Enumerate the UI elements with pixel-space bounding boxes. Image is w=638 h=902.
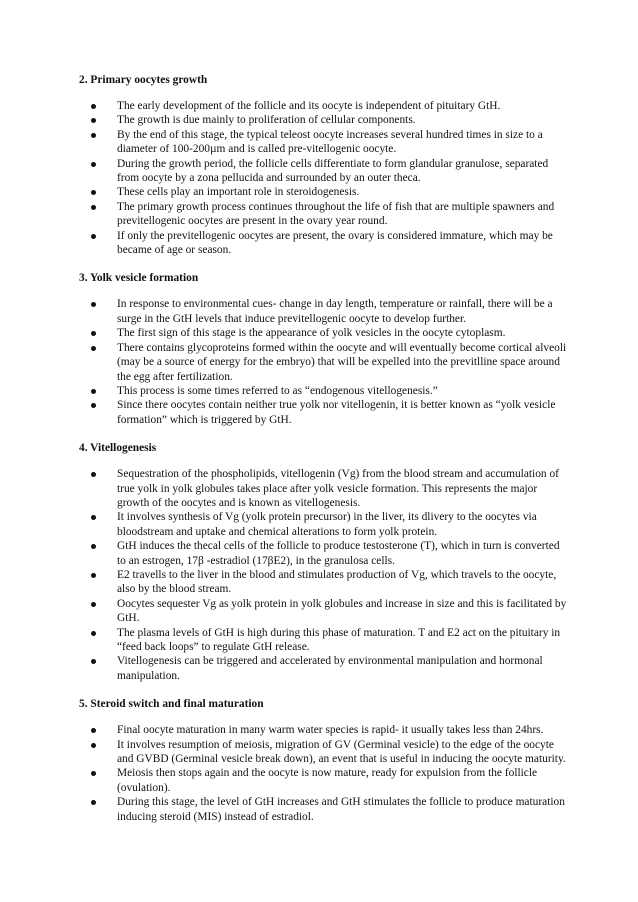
list-item — [79, 99, 569, 113]
list-item-text: Since there oocytes contain neither true yolk nor vitellogenin, it is better known as “yolk vesicle formation” which is triggered by GtH. — [117, 399, 556, 426]
bullet-icon — [91, 389, 96, 394]
bullet-icon — [91, 302, 96, 307]
section-primary-oocytes-growth — [79, 73, 569, 257]
list-item-text: During this stage, the level of GtH increases and GtH stimulates the follicle to produce maturation inducing steroid (MIS) instead of estradiol. — [117, 796, 565, 823]
list-item-text: The growth is due mainly to proliferation of cellular components. — [117, 114, 416, 127]
list-item-text: GtH induces the thecal cells of the follicle to produce testosterone (T), which in turn is converted to an estrogen, 17β -estradiol (17βE2), in the granulosa cells. — [117, 540, 560, 567]
list-item — [79, 766, 569, 795]
bullet-list — [79, 99, 569, 257]
list-item-text: It involves resumption of meiosis, migration of GV (Germinal vesicle) to the edge of the oocyte and GVBD (Germinal vesicle break down), an event that is useful in inducing the oocyte maturity. — [117, 738, 566, 766]
bullet-icon — [91, 659, 96, 664]
bullet-icon — [91, 234, 96, 239]
bullet-list — [79, 467, 569, 683]
bullet-icon — [91, 162, 96, 167]
list-item-text: The plasma levels of GtH is high during this phase of maturation. T and E2 act on the pituitary in “feed back loops” to regulate GtH release. — [117, 626, 561, 653]
document-content — [79, 73, 569, 838]
bullet-icon — [91, 573, 96, 578]
list-item — [79, 384, 569, 398]
section-heading: 4. Vitellogenesis — [79, 442, 157, 455]
list-item — [79, 467, 569, 510]
section-steroid-switch-final-maturation — [79, 697, 569, 824]
list-item-text: By the end of this stage, the typical teleost oocyte increases several hundred times in size to a diameter of 100-200µm and is called pre-vitellogenic oocyte. — [117, 128, 543, 156]
bullet-icon — [91, 800, 96, 805]
list-item — [79, 200, 569, 229]
list-item-text: If only the previtellogenic oocytes are present, the ovary is considered immature, which may be became of age or season. — [117, 229, 553, 257]
bullet-icon — [91, 403, 96, 408]
list-item — [79, 113, 569, 127]
bullet-icon — [91, 190, 96, 195]
bullet-icon — [91, 515, 96, 520]
list-item — [79, 157, 569, 186]
list-item — [79, 398, 569, 427]
list-item — [79, 626, 569, 655]
section-yolk-vesicle-formation — [79, 271, 569, 427]
section-vitellogenesis — [79, 441, 569, 683]
bullet-icon — [91, 771, 96, 776]
bullet-icon — [91, 544, 96, 549]
bullet-icon — [91, 346, 96, 351]
list-item-text: E2 travells to the liver in the blood and stimulates production of Vg, which travels to the oocyte, also by the blood stream. — [117, 568, 557, 596]
bullet-icon — [91, 133, 96, 138]
list-item — [79, 654, 569, 683]
bullet-icon — [91, 743, 96, 748]
list-item-text: The early development of the follicle and its oocyte is independent of pituitary GtH. — [117, 100, 501, 112]
list-item-text: Sequestration of the phospholipids, vitellogenin (Vg) from the blood stream and accumulation of true yolk in yolk globules takes place after yolk vesicle formation. This represents the major growth of the oocytes and is known as vitellogenesis. — [117, 468, 559, 509]
list-item-text: During the growth period, the follicle cells differentiate to form glandular granulose, separated from oocyte by a zona pellucida and surrounded by an outer theca. — [117, 157, 549, 185]
list-item — [79, 568, 569, 597]
list-item-text: This process is some times referred to as “endogenous vitellogenesis.” — [117, 384, 438, 397]
list-item — [79, 510, 569, 539]
list-item-text: Final oocyte maturation in many warm water species is rapid- it usually takes less than 24hrs. — [117, 724, 544, 737]
bullet-icon — [91, 472, 96, 477]
list-item-text: It involves synthesis of Vg (yolk protein precursor) in the liver, its dlivery to the oocytes via bloodstream and uptake and chemical alterations to form yolk protein. — [117, 511, 537, 538]
list-item — [79, 597, 569, 626]
list-item-text: These cells play an important role in steroidogenesis. — [117, 186, 360, 199]
section-heading: 5. Steroid switch and final maturation — [79, 698, 264, 711]
list-item — [79, 185, 569, 199]
bullet-list — [79, 297, 569, 427]
bullet-icon — [91, 331, 96, 336]
list-item-text: Oocytes sequester Vg as yolk protein in yolk globules and increase in size and this is facilitated by GtH. — [117, 597, 567, 625]
list-item-text: The primary growth process continues throughout the life of fish that are multiple spawners and previtellogenic oocytes are present in the ovary year round. — [117, 200, 555, 228]
bullet-icon — [91, 602, 96, 607]
list-item — [79, 539, 569, 568]
section-heading: 3. Yolk vesicle formation — [79, 272, 199, 285]
bullet-icon — [91, 728, 96, 733]
list-item — [79, 229, 569, 258]
bullet-list — [79, 723, 569, 824]
bullet-icon — [91, 104, 96, 109]
bullet-icon — [91, 205, 96, 210]
list-item — [79, 738, 569, 767]
list-item — [79, 341, 569, 384]
list-item — [79, 128, 569, 157]
section-heading: 2. Primary oocytes growth — [79, 74, 208, 86]
list-item-text: There contains glycoproteins formed within the oocyte and will eventually become cortical alveoli (may be a source of energy for the embryo) that will be expelled into the previtlline space around the egg after fertilization. — [117, 341, 567, 383]
list-item-text: The first sign of this stage is the appearance of yolk vesicles in the oocyte cytoplasm. — [117, 327, 506, 340]
list-item — [79, 326, 569, 340]
list-item-text: In response to environmental cues- change in day length, temperature or rainfall, there will be a surge in the GtH levels that induce previtellogenic oocyte to develop further. — [117, 298, 553, 325]
list-item — [79, 297, 569, 326]
list-item — [79, 795, 569, 824]
list-item — [79, 723, 569, 737]
list-item-text: Vitellogenesis can be triggered and accelerated by environmental manipulation and hormonal manipulation. — [117, 655, 543, 682]
list-item-text: Meiosis then stops again and the oocyte is now mature, ready for expulsion from the follicle (ovulation). — [117, 767, 538, 794]
bullet-icon — [91, 118, 96, 123]
bullet-icon — [91, 631, 96, 636]
